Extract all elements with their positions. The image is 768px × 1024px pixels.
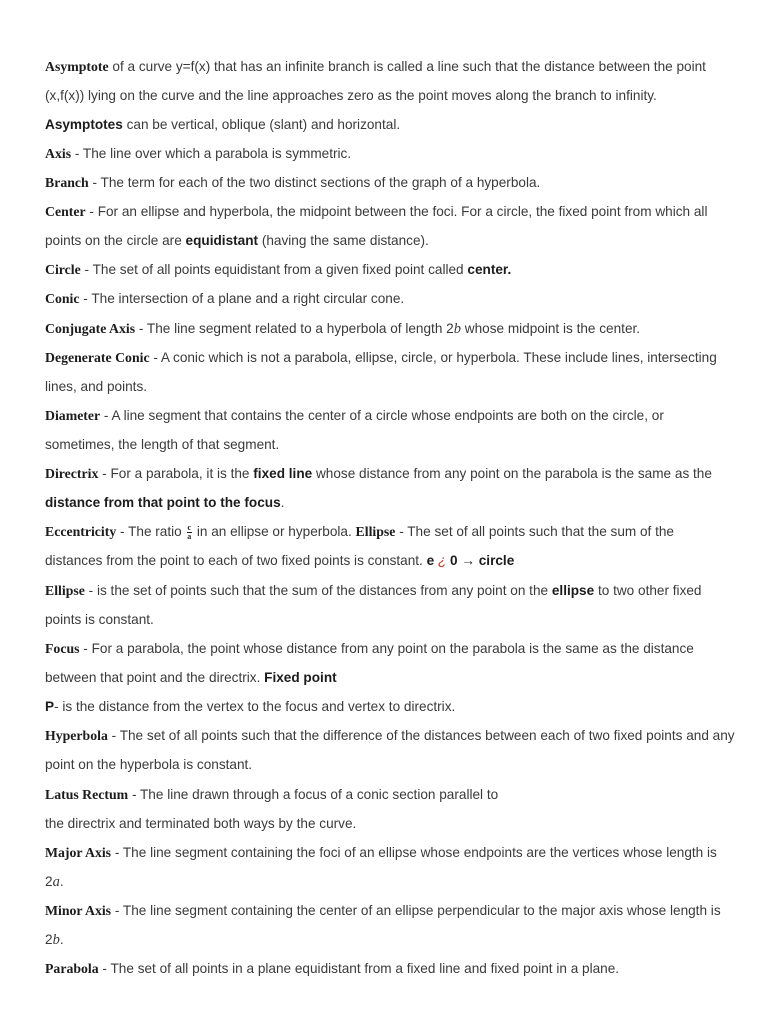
- term-branch: Branch: [45, 175, 89, 190]
- definition-text: - The line segment containing the center of an ellipse perpendicular to the major axis whose length is 2: [45, 903, 721, 947]
- bold-text: Fixed point: [264, 670, 337, 685]
- term-axis: Axis: [45, 146, 72, 161]
- term-conjugate-axis: Conjugate Axis: [45, 321, 136, 336]
- definition-text: - The intersection of a plane and a right circular cone.: [79, 291, 405, 306]
- term-degenerate-conic: Degenerate Conic: [45, 350, 150, 365]
- term-ellipse-inline: Ellipse: [355, 524, 396, 539]
- entry-degenerate-conic: [45, 343, 735, 401]
- bold-text: ellipse: [551, 583, 595, 598]
- bold-text: Asymptotes: [45, 117, 123, 132]
- definition-text: - The set of all points in a plane equidistant from a fixed line and fixed point in a plane.: [98, 961, 620, 976]
- entry-axis: [45, 139, 735, 168]
- bold-text: distance from that point to the focus: [45, 495, 281, 510]
- term-conic: Conic: [45, 291, 80, 306]
- entry-directrix: [45, 459, 735, 517]
- definition-text: in an ellipse or hyperbola.: [193, 524, 356, 539]
- entry-hyperbola: [45, 721, 735, 779]
- bold-text: fixed line: [253, 466, 313, 481]
- definition-text: - The set of all points such that the sum of the distances from the point to each of two fixed points is constant.: [45, 524, 674, 568]
- entry-circle: [45, 255, 735, 284]
- fraction-denominator: a: [187, 531, 192, 541]
- definition-text: - A conic which is not a parabola, ellipse, circle, or hyperbola. These include lines, intersecting lines, and points.: [45, 350, 717, 394]
- term-directrix: Directrix: [45, 466, 99, 481]
- term-eccentricity: Eccentricity: [45, 524, 117, 539]
- entry-p: [45, 692, 735, 721]
- term-parabola: Parabola: [45, 961, 99, 976]
- definition-text: whose midpoint is the center.: [460, 321, 641, 336]
- entry-branch: [45, 168, 735, 197]
- term-ellipse: Ellipse: [45, 583, 85, 598]
- term-circle: Circle: [45, 262, 81, 277]
- definition-text: - is the distance from the vertex to the focus and vertex to directrix.: [54, 699, 456, 714]
- definition-text: of a curve y=f(x) that has an infinite branch is called a line such that the distance between the point (x,f(x)) lying on the curve and the line approaches zero as the point moves along the branch to infinity.: [45, 59, 706, 103]
- definition-text: - The line segment related to a hyperbola of length 2: [135, 321, 454, 336]
- definition-text: the directrix and terminated both ways by the curve.: [45, 816, 357, 831]
- definition-text: - A line segment that contains the center of a circle whose endpoints are both on the circle, or sometimes, the length of that segment.: [45, 408, 664, 452]
- fraction-numerator: c: [187, 522, 192, 532]
- term-hyperbola: Hyperbola: [45, 728, 108, 743]
- definition-text: - The term for each of the two distinct sections of the graph of a hyperbola.: [88, 175, 541, 190]
- term-minor-axis: Minor Axis: [45, 903, 112, 918]
- math-variable: b: [52, 932, 60, 948]
- definition-text: .: [59, 874, 64, 889]
- ratio-fraction: [187, 524, 193, 541]
- definition-text: - For a parabola, it is the: [98, 466, 254, 481]
- term-center: Center: [45, 204, 86, 219]
- definition-text: .: [59, 932, 64, 947]
- bold-text: center.: [467, 262, 512, 277]
- entry-ellipse: [45, 576, 735, 634]
- math-variable: b: [453, 321, 461, 337]
- entry-minor-axis: [45, 896, 735, 955]
- entry-diameter: [45, 401, 735, 459]
- definition-text: to two other fixed points is constant.: [45, 583, 702, 627]
- math-variable: a: [52, 874, 60, 890]
- entry-conic: [45, 284, 735, 313]
- entry-conjugate-axis: [45, 314, 735, 344]
- bold-text: 0 → circle: [446, 553, 515, 568]
- definition-text: - The set of all points equidistant from a given fixed point called: [80, 262, 468, 277]
- definition-text: - The line drawn through a focus of a conic section parallel to: [128, 787, 499, 802]
- entry-center: [45, 197, 735, 255]
- bold-text: equidistant: [185, 233, 259, 248]
- term-major-axis: Major Axis: [45, 845, 112, 860]
- definition-text: - The ratio: [116, 524, 186, 539]
- term-diameter: Diameter: [45, 408, 101, 423]
- definition-text: - The line over which a parabola is symmetric.: [71, 146, 352, 161]
- definition-text: - The set of all points such that the difference of the distances between each of two fixed points and any point on the hyperbola is constant.: [45, 728, 735, 772]
- term-latus-rectum: Latus Rectum: [45, 787, 129, 802]
- entry-eccentricity: [45, 517, 735, 575]
- term-p: P: [45, 699, 55, 714]
- bold-text: e: [426, 553, 438, 568]
- definition-text: can be vertical, oblique (slant) and horizontal.: [122, 117, 401, 132]
- garbled-glyph: ¿: [437, 553, 447, 568]
- term-focus: Focus: [45, 641, 80, 656]
- entry-major-axis: [45, 838, 735, 897]
- definition-text: - For an ellipse and hyperbola, the midpoint between the foci. For a circle, the fixed point from which all points on the circle are: [45, 204, 708, 248]
- definition-text: (having the same distance).: [258, 233, 429, 248]
- definition-text: - The line segment containing the foci of an ellipse whose endpoints are the vertices whose length is 2: [45, 845, 717, 889]
- entry-asymptote: [45, 52, 735, 139]
- definition-text: .: [280, 495, 285, 510]
- definition-text: - is the set of points such that the sum of the distances from any point on the: [84, 583, 552, 598]
- entry-parabola: [45, 954, 735, 983]
- entry-latus-rectum: [45, 780, 735, 838]
- definition-text: - For a parabola, the point whose distance from any point on the parabola is the same as the distance between that point and the directrix.: [45, 641, 694, 685]
- entry-focus: [45, 634, 735, 692]
- term-asymptote: Asymptote: [45, 59, 109, 74]
- definition-text: whose distance from any point on the parabola is the same as the: [312, 466, 712, 481]
